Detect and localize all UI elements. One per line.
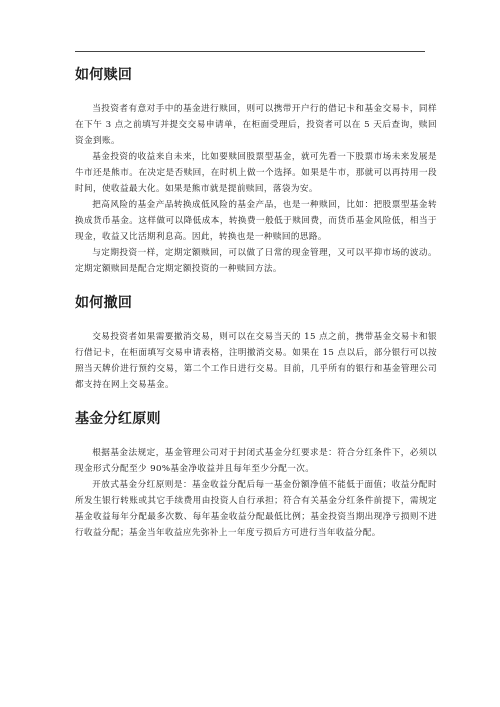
section-redemption [75,64,437,277]
section-dividend-principles [75,408,437,541]
header-rule [75,51,425,52]
paragraph: 与定期投资一样，定期定额赎回，可以做了日常的现金管理，又可以平抑市场的波动。定期定额赎回是配合定期定额投资的一种赎回方法。 [75,248,437,274]
paragraph: 交易投资者如果需要撤消交易，则可以在交易当天的 15 点之前，携带基金交易卡和银行借记卡，在柜面填写交易申请表格，注明撤消交易。如果在 15 点以后，部分银行可以按照当天牌价进行预约交易，第二个工作日进行交易。目前，几乎所有的银行和基金管理公司都支持在网上交易基金。 [75,332,437,390]
paragraph: 把高风险的基金产品转换成低风险的基金产品，也是一种赎回，比如：把股票型基金转换成货币基金。这样做可以降低成本，转换费一般低于赎回费，而货币基金风险低，相当于现金，收益又比活期利息高。因此，转换也是一种赎回的思路。 [75,200,437,242]
paragraph: 开放式基金分红原则是：基金收益分配后每一基金份额净值不能低于面值；收益分配时所发生银行转账或其它手续费用由投资人自行承担；符合有关基金分红条件前提下，需规定基金收益每年分配最多次数、每年基金收益分配最低比例；基金投资当期出现净亏损则不进行收益分配；基金当年收益应先弥补上一年度亏损后方可进行当年收益分配。 [75,480,437,538]
paragraph: 基金投资的收益来自未来，比如要赎回股票型基金，就可先看一下股票市场未来发展是牛市还是熊市。在决定是否赎回，在时机上做一个选择。如果是牛市，那就可以再持用一段时间，使收益最大化。如果是熊市就是提前赎回，落袋为安。 [75,152,437,194]
paragraph: 根据基金法规定，基金管理公司对于封闭式基金分红要求是：符合分红条件下，必须以现金形式分配至少 90%基金净收益并且每年至少分配一次。 [75,448,437,474]
paragraph: 当投资者有意对手中的基金进行赎回，则可以携带开户行的借记卡和基金交易卡，同样在下午 3 点之前填写并提交交易申请单，在柜面受理后，投资者可以在 5 天后查询，赎回资金到账。 [75,104,437,146]
section-title: 如何撤回 [75,295,133,311]
section-title: 如何赎回 [75,67,133,83]
section-title: 基金分红原则 [75,411,161,427]
section-withdrawal [75,292,437,393]
